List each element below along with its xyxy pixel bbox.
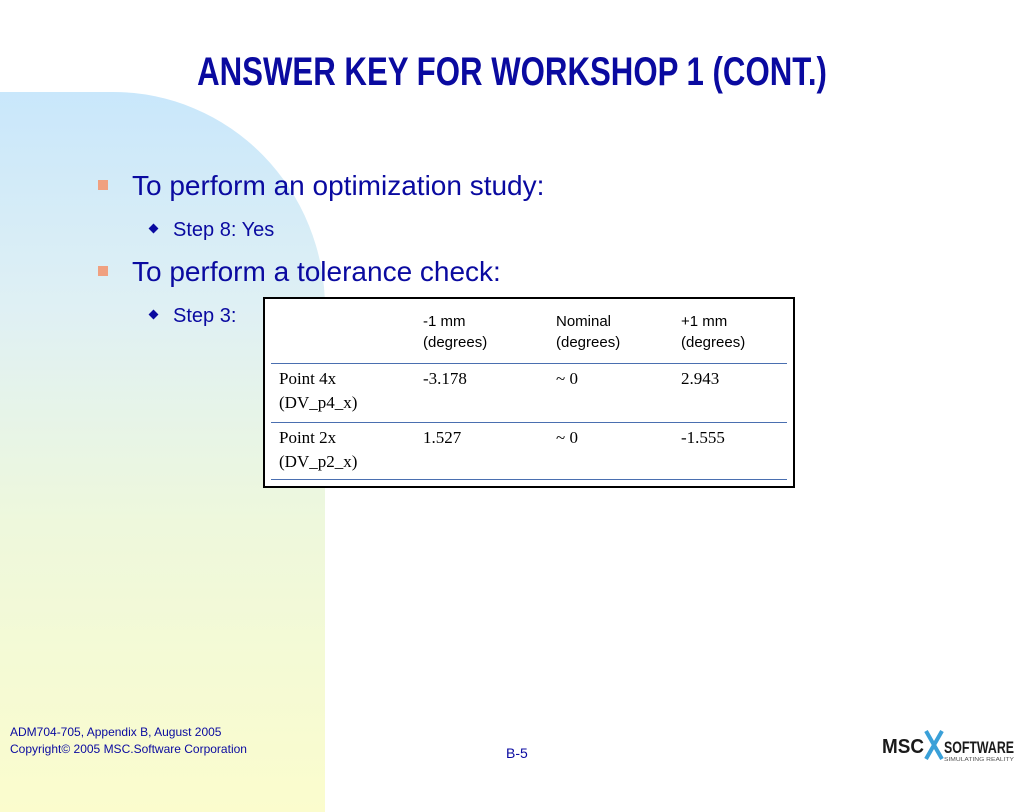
sub-bullet-text: Step 3:	[173, 305, 237, 327]
header-line: +1 mm	[681, 313, 728, 330]
msc-software-logo	[880, 727, 1016, 763]
header-plus	[681, 311, 745, 353]
diamond-bullet-icon	[149, 310, 159, 320]
table-cell-plus: -1.555	[681, 428, 725, 447]
row-label-line: Point 2x	[279, 428, 337, 447]
msc-logo-icon	[880, 727, 1016, 763]
table-cell-minus: 1.527	[423, 428, 462, 447]
header-line: (degrees)	[423, 334, 488, 351]
table-rule	[271, 363, 787, 364]
bullet-tolerance	[98, 256, 501, 288]
table-cell-nominal: ~ 0	[556, 428, 578, 447]
table-cell-minus: -3.178	[423, 369, 467, 388]
page-number: B-5	[506, 745, 528, 761]
header-nominal	[556, 311, 620, 353]
logo-left: MSC	[882, 736, 924, 758]
footer-line: Copyright© 2005 MSC.Software Corporation	[10, 742, 247, 756]
slide-title: ANSWER KEY FOR WORKSHOP 1 (CONT.)	[197, 50, 827, 94]
footer-line: ADM704-705, Appendix B, August 2005	[10, 725, 222, 739]
square-bullet-icon	[98, 266, 108, 276]
table-cell-nominal: ~ 0	[556, 369, 578, 388]
diamond-bullet-icon	[149, 224, 159, 234]
bullet-text: To perform a tolerance check:	[132, 256, 501, 287]
row-label-line: Point 4x	[279, 369, 337, 388]
logo-right: SOFTWARE	[944, 738, 1014, 757]
sub-bullet-text: Step 8: Yes	[173, 219, 275, 241]
row-label-line: (DV_p2_x)	[279, 452, 358, 471]
header-line: -1 mm	[423, 313, 466, 330]
table-row-label	[279, 367, 357, 415]
bullet-optimization	[98, 170, 544, 202]
header-line: (degrees)	[681, 334, 746, 351]
sub-bullet-step8	[150, 219, 274, 242]
sub-bullet-step3	[150, 305, 236, 328]
header-minus	[423, 311, 487, 353]
table-row-label	[279, 426, 357, 474]
table-rule	[271, 422, 787, 423]
table-cell-plus: 2.943	[681, 369, 720, 388]
header-line: (degrees)	[556, 334, 621, 351]
square-bullet-icon	[98, 180, 108, 190]
table-rule	[271, 479, 787, 480]
bullet-text: To perform an optimization study:	[132, 170, 545, 201]
row-label-line: (DV_p4_x)	[279, 393, 358, 412]
footer-copyright	[10, 724, 247, 758]
results-table	[263, 297, 795, 488]
header-line: Nominal	[556, 313, 612, 330]
logo-tagline: SIMULATING REALITY	[944, 757, 1015, 763]
